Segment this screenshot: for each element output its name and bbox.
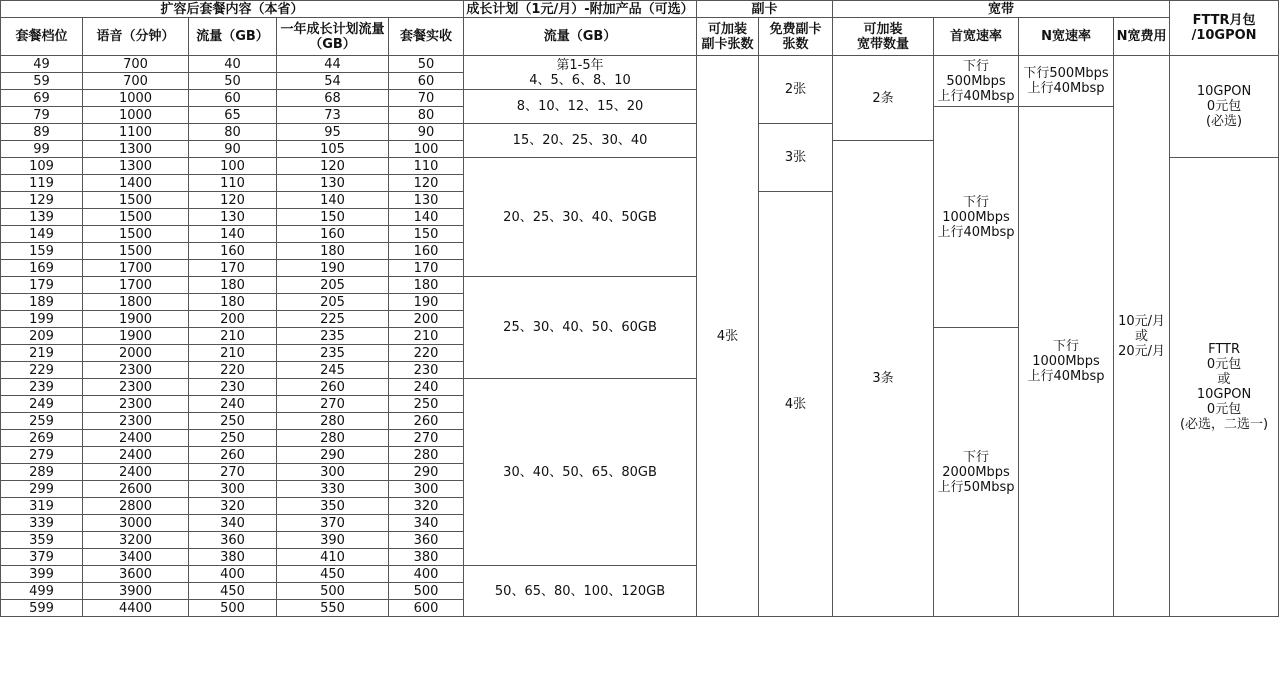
- actual-fee-cell: 230: [389, 362, 464, 379]
- tier-cell: 599: [1, 600, 83, 617]
- annual-growth-cell: 450: [277, 566, 389, 583]
- voice-cell: 2300: [83, 396, 189, 413]
- actual-fee-cell: 140: [389, 209, 464, 226]
- voice-cell: 2800: [83, 498, 189, 515]
- traffic-cell: 300: [189, 481, 277, 498]
- growth-traffic-cell: 8、10、12、15、20: [464, 90, 697, 124]
- traffic-cell: 130: [189, 209, 277, 226]
- free-cards-cell: 3张: [759, 124, 833, 192]
- tier-cell: 59: [1, 73, 83, 90]
- actual-fee-cell: 190: [389, 294, 464, 311]
- actual-fee-cell: 320: [389, 498, 464, 515]
- header-n-speed: N宽速率: [1019, 18, 1114, 56]
- actual-fee-cell: 250: [389, 396, 464, 413]
- annual-growth-cell: 290: [277, 447, 389, 464]
- annual-growth-cell: 500: [277, 583, 389, 600]
- tier-cell: 99: [1, 141, 83, 158]
- traffic-cell: 80: [189, 124, 277, 141]
- annual-growth-cell: 105: [277, 141, 389, 158]
- traffic-cell: 65: [189, 107, 277, 124]
- annual-growth-cell: 270: [277, 396, 389, 413]
- free-cards-cell: 4张: [759, 192, 833, 617]
- voice-cell: 1400: [83, 175, 189, 192]
- traffic-cell: 40: [189, 56, 277, 73]
- voice-cell: 3900: [83, 583, 189, 600]
- annual-growth-cell: 140: [277, 192, 389, 209]
- table-row: [1, 56, 1279, 73]
- growth-traffic-cell: 15、20、25、30、40: [464, 124, 697, 158]
- group-fttr: FTTR月包 /10GPON: [1170, 1, 1279, 56]
- voice-cell: 2300: [83, 362, 189, 379]
- header-traffic: 流量（GB）: [189, 18, 277, 56]
- traffic-cell: 450: [189, 583, 277, 600]
- actual-fee-cell: 290: [389, 464, 464, 481]
- annual-growth-cell: 280: [277, 430, 389, 447]
- voice-cell: 1900: [83, 311, 189, 328]
- traffic-cell: 400: [189, 566, 277, 583]
- fttr-cell: FTTR 0元包 或 10GPON 0元包 (必选，二选一): [1170, 158, 1279, 617]
- voice-cell: 3600: [83, 566, 189, 583]
- annual-growth-cell: 300: [277, 464, 389, 481]
- tier-cell: 49: [1, 56, 83, 73]
- voice-cell: 1000: [83, 90, 189, 107]
- n-speed-cell: 下行 1000Mbps 上行40Mbsp: [1019, 107, 1114, 617]
- growth-traffic-cell: 第1-5年 4、5、6、8、10: [464, 56, 697, 90]
- actual-fee-cell: 300: [389, 481, 464, 498]
- voice-cell: 1800: [83, 294, 189, 311]
- actual-fee-cell: 210: [389, 328, 464, 345]
- traffic-cell: 340: [189, 515, 277, 532]
- traffic-cell: 240: [189, 396, 277, 413]
- actual-fee-cell: 180: [389, 277, 464, 294]
- tier-cell: 109: [1, 158, 83, 175]
- free-cards-cell: 2张: [759, 56, 833, 124]
- annual-growth-cell: 235: [277, 345, 389, 362]
- tier-cell: 269: [1, 430, 83, 447]
- actual-fee-cell: 170: [389, 260, 464, 277]
- annual-growth-cell: 550: [277, 600, 389, 617]
- voice-cell: 700: [83, 73, 189, 90]
- annual-growth-cell: 150: [277, 209, 389, 226]
- first-speed-cell: 下行 2000Mbps 上行50Mbsp: [934, 328, 1019, 617]
- traffic-cell: 180: [189, 277, 277, 294]
- tier-cell: 209: [1, 328, 83, 345]
- growth-traffic-cell: 20、25、30、40、50GB: [464, 158, 697, 277]
- annual-growth-cell: 120: [277, 158, 389, 175]
- actual-fee-cell: 200: [389, 311, 464, 328]
- traffic-cell: 380: [189, 549, 277, 566]
- header-actual-fee: 套餐实收: [389, 18, 464, 56]
- tier-cell: 79: [1, 107, 83, 124]
- annual-growth-cell: 370: [277, 515, 389, 532]
- voice-cell: 3000: [83, 515, 189, 532]
- traffic-cell: 230: [189, 379, 277, 396]
- tier-cell: 179: [1, 277, 83, 294]
- voice-cell: 2400: [83, 430, 189, 447]
- voice-cell: 3200: [83, 532, 189, 549]
- tier-cell: 119: [1, 175, 83, 192]
- traffic-cell: 500: [189, 600, 277, 617]
- traffic-cell: 260: [189, 447, 277, 464]
- annual-growth-cell: 73: [277, 107, 389, 124]
- actual-fee-cell: 500: [389, 583, 464, 600]
- voice-cell: 2000: [83, 345, 189, 362]
- tier-cell: 219: [1, 345, 83, 362]
- voice-cell: 1900: [83, 328, 189, 345]
- voice-cell: 700: [83, 56, 189, 73]
- tier-cell: 289: [1, 464, 83, 481]
- voice-cell: 1300: [83, 158, 189, 175]
- tier-cell: 359: [1, 532, 83, 549]
- traffic-cell: 360: [189, 532, 277, 549]
- actual-fee-cell: 360: [389, 532, 464, 549]
- voice-cell: 2400: [83, 447, 189, 464]
- annual-growth-cell: 235: [277, 328, 389, 345]
- voice-cell: 2400: [83, 464, 189, 481]
- actual-fee-cell: 340: [389, 515, 464, 532]
- annual-growth-cell: 280: [277, 413, 389, 430]
- actual-fee-cell: 130: [389, 192, 464, 209]
- tier-cell: 149: [1, 226, 83, 243]
- annual-growth-cell: 68: [277, 90, 389, 107]
- annual-growth-cell: 180: [277, 243, 389, 260]
- voice-cell: 1100: [83, 124, 189, 141]
- voice-cell: 1300: [83, 141, 189, 158]
- actual-fee-cell: 220: [389, 345, 464, 362]
- n-speed-cell: 下行500Mbps 上行40Mbsp: [1019, 56, 1114, 107]
- header-annual-growth: 一年成长计划流量（GB）: [277, 18, 389, 56]
- group-growth-plan: 成长计划（1元/月）-附加产品（可选）: [464, 1, 697, 18]
- header-tier: 套餐档位: [1, 18, 83, 56]
- actual-fee-cell: 60: [389, 73, 464, 90]
- traffic-cell: 100: [189, 158, 277, 175]
- traffic-cell: 90: [189, 141, 277, 158]
- tier-cell: 249: [1, 396, 83, 413]
- voice-cell: 4400: [83, 600, 189, 617]
- traffic-cell: 200: [189, 311, 277, 328]
- annual-growth-cell: 190: [277, 260, 389, 277]
- tier-cell: 159: [1, 243, 83, 260]
- traffic-cell: 110: [189, 175, 277, 192]
- tier-cell: 129: [1, 192, 83, 209]
- header-free-cards: 免费副卡 张数: [759, 18, 833, 56]
- traffic-cell: 210: [189, 345, 277, 362]
- actual-fee-cell: 600: [389, 600, 464, 617]
- group-broadband: 宽带: [833, 1, 1170, 18]
- actual-fee-cell: 90: [389, 124, 464, 141]
- traffic-cell: 270: [189, 464, 277, 481]
- annual-growth-cell: 350: [277, 498, 389, 515]
- actual-fee-cell: 50: [389, 56, 464, 73]
- actual-fee-cell: 240: [389, 379, 464, 396]
- annual-growth-cell: 330: [277, 481, 389, 498]
- annual-growth-cell: 205: [277, 277, 389, 294]
- annual-growth-cell: 44: [277, 56, 389, 73]
- voice-cell: 1500: [83, 192, 189, 209]
- traffic-cell: 120: [189, 192, 277, 209]
- tier-cell: 139: [1, 209, 83, 226]
- voice-cell: 1700: [83, 260, 189, 277]
- annual-growth-cell: 160: [277, 226, 389, 243]
- traffic-cell: 50: [189, 73, 277, 90]
- actual-fee-cell: 380: [389, 549, 464, 566]
- traffic-cell: 250: [189, 413, 277, 430]
- header-growth-traffic: 流量（GB）: [464, 18, 697, 56]
- voice-cell: 1500: [83, 243, 189, 260]
- voice-cell: 2600: [83, 481, 189, 498]
- annual-growth-cell: 130: [277, 175, 389, 192]
- n-fee-cell: 10元/月 或 20元/月: [1114, 56, 1170, 617]
- tier-cell: 319: [1, 498, 83, 515]
- annual-growth-cell: 54: [277, 73, 389, 90]
- annual-growth-cell: 95: [277, 124, 389, 141]
- tier-cell: 299: [1, 481, 83, 498]
- tier-cell: 229: [1, 362, 83, 379]
- traffic-cell: 220: [189, 362, 277, 379]
- actual-fee-cell: 100: [389, 141, 464, 158]
- voice-cell: 1500: [83, 209, 189, 226]
- tier-cell: 259: [1, 413, 83, 430]
- actual-fee-cell: 110: [389, 158, 464, 175]
- tier-cell: 379: [1, 549, 83, 566]
- actual-fee-cell: 270: [389, 430, 464, 447]
- header-addable-cards: 可加装 副卡张数: [697, 18, 759, 56]
- broadband-count-cell: 3条: [833, 141, 934, 617]
- annual-growth-cell: 205: [277, 294, 389, 311]
- tier-cell: 69: [1, 90, 83, 107]
- tier-cell: 499: [1, 583, 83, 600]
- actual-fee-cell: 150: [389, 226, 464, 243]
- tier-cell: 339: [1, 515, 83, 532]
- fttr-cell: 10GPON 0元包 (必选): [1170, 56, 1279, 158]
- traffic-cell: 210: [189, 328, 277, 345]
- traffic-cell: 140: [189, 226, 277, 243]
- actual-fee-cell: 260: [389, 413, 464, 430]
- annual-growth-cell: 260: [277, 379, 389, 396]
- voice-cell: 1500: [83, 226, 189, 243]
- traffic-cell: 250: [189, 430, 277, 447]
- traffic-cell: 60: [189, 90, 277, 107]
- actual-fee-cell: 120: [389, 175, 464, 192]
- actual-fee-cell: 80: [389, 107, 464, 124]
- actual-fee-cell: 160: [389, 243, 464, 260]
- table-body: [1, 56, 1279, 617]
- voice-cell: 2300: [83, 379, 189, 396]
- tier-cell: 279: [1, 447, 83, 464]
- broadband-count-cell: 2条: [833, 56, 934, 141]
- header-addable-broadband: 可加装 宽带数量: [833, 18, 934, 56]
- annual-growth-cell: 390: [277, 532, 389, 549]
- annual-growth-cell: 225: [277, 311, 389, 328]
- traffic-cell: 320: [189, 498, 277, 515]
- growth-traffic-cell: 50、65、80、100、120GB: [464, 566, 697, 617]
- voice-cell: 3400: [83, 549, 189, 566]
- tier-cell: 89: [1, 124, 83, 141]
- first-speed-cell: 下行 500Mbps 上行40Mbsp: [934, 56, 1019, 107]
- growth-traffic-cell: 30、40、50、65、80GB: [464, 379, 697, 566]
- annual-growth-cell: 410: [277, 549, 389, 566]
- tier-cell: 169: [1, 260, 83, 277]
- header-first-speed: 首宽速率: [934, 18, 1019, 56]
- traffic-cell: 180: [189, 294, 277, 311]
- actual-fee-cell: 280: [389, 447, 464, 464]
- actual-fee-cell: 400: [389, 566, 464, 583]
- group-expanded-package: 扩容后套餐内容（本省）: [1, 1, 464, 18]
- first-speed-cell: 下行 1000Mbps 上行40Mbsp: [934, 107, 1019, 328]
- voice-cell: 1700: [83, 277, 189, 294]
- annual-growth-cell: 245: [277, 362, 389, 379]
- header-voice: 语音（分钟）: [83, 18, 189, 56]
- addable-cards-cell: 4张: [697, 56, 759, 617]
- tier-cell: 199: [1, 311, 83, 328]
- tier-cell: 239: [1, 379, 83, 396]
- header-n-fee: N宽费用: [1114, 18, 1170, 56]
- tier-cell: 189: [1, 294, 83, 311]
- voice-cell: 1000: [83, 107, 189, 124]
- actual-fee-cell: 70: [389, 90, 464, 107]
- group-secondary-card: 副卡: [697, 1, 833, 18]
- traffic-cell: 160: [189, 243, 277, 260]
- tier-cell: 399: [1, 566, 83, 583]
- growth-traffic-cell: 25、30、40、50、60GB: [464, 277, 697, 379]
- traffic-cell: 170: [189, 260, 277, 277]
- voice-cell: 2300: [83, 413, 189, 430]
